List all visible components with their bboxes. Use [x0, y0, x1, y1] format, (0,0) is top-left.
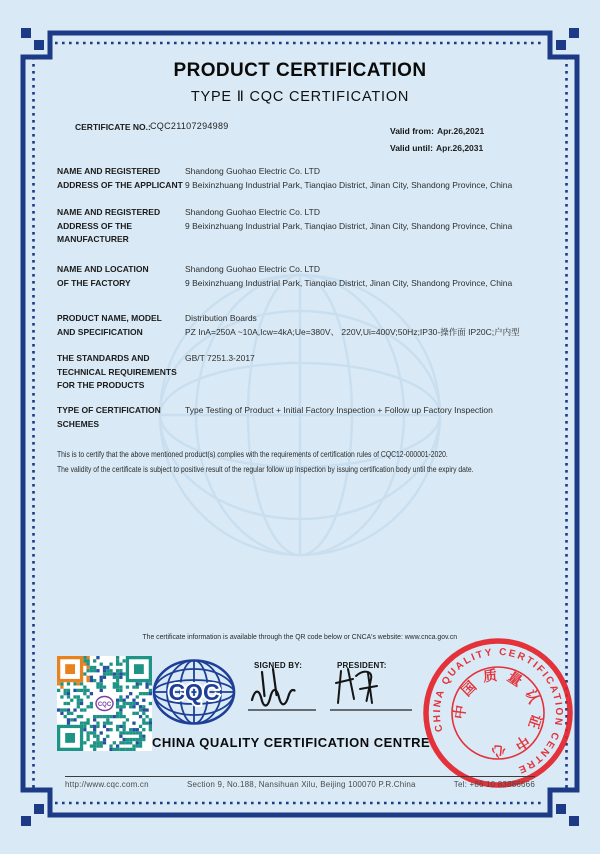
- applicant-value: [185, 165, 555, 193]
- value-line: 9 Beixinzhuang Industrial Park, Tianqiao District, Jinan City, Shandong Province, China: [185, 220, 513, 231]
- page-title: PRODUCT CERTIFICATION: [173, 60, 427, 81]
- qr-center-logo-text: CQC: [97, 702, 112, 708]
- footer-tel: Tel: +86 10 83886666: [453, 780, 535, 789]
- footer-website: http://www.cqc.com.cn: [65, 780, 149, 789]
- valid-until-label: Valid until:: [390, 143, 433, 153]
- president-label: PRESIDENT:: [337, 661, 387, 670]
- value-line: PZ InA=250A ~10A,Icw=4kA;Ue=380V、 220V,Ui=400V;50Hz;IP30-操作面 IP20C;户内型: [185, 326, 520, 337]
- label-line: MANUFACTURER: [57, 234, 129, 244]
- valid-until: [390, 138, 483, 156]
- label-line: NAME AND LOCATION: [57, 264, 149, 274]
- certificate-no-value: CQC21107294989: [150, 120, 229, 131]
- manufacturer-label: [57, 206, 183, 247]
- product-label: [57, 312, 183, 339]
- statement-line: The validity of the certificate is subject to positive result of the regular follow up inspection by issuing certification body until the expiry date.: [57, 465, 474, 474]
- label-line: ADDRESS OF THE: [57, 220, 133, 231]
- label-line: NAME AND REGISTERED: [57, 207, 161, 217]
- signatures: [240, 662, 430, 717]
- value-line: Distribution Boards: [185, 313, 257, 323]
- label-line: THE STANDARDS AND: [57, 353, 150, 363]
- valid-from: [390, 121, 484, 139]
- product-value: [185, 312, 555, 340]
- certificate-no-label: CERTIFICATE NO.:: [75, 122, 151, 132]
- factory-label: [57, 263, 183, 290]
- organisation-name: CHINA QUALITY CERTIFICATION CENTRE: [152, 735, 431, 750]
- value-line: Shandong Guohao Electric Co. LTD: [185, 264, 320, 274]
- qr-code: [57, 656, 152, 751]
- footer-divider: [65, 776, 535, 777]
- footer: [65, 780, 535, 789]
- label-line: TECHNICAL REQUIREMENTS: [57, 366, 177, 377]
- seal-text-cn: 中国质量认证中心: [450, 666, 546, 760]
- standards-value: [185, 352, 555, 366]
- valid-from-label: Valid from:: [390, 126, 434, 136]
- value-line: GB/T 7251.3-2017: [185, 353, 255, 363]
- label-line: AND SPECIFICATION: [57, 326, 143, 337]
- cqc-logo-text: CQC: [168, 679, 220, 705]
- valid-from-value: Apr.26,2021: [436, 126, 485, 136]
- president-signature: [336, 669, 377, 703]
- certification-statement: [57, 447, 577, 477]
- signed-by-signature: [252, 669, 295, 706]
- schemes-value: [185, 404, 555, 418]
- value-line: 9 Beixinzhuang Industrial Park, Tianqiao District, Jinan City, Shandong Province, China: [185, 277, 513, 288]
- label-line: FOR THE PRODUCTS: [57, 380, 145, 390]
- statement-line: This is to certify that the above mentioned product(s) complies with the requirements of certification rules of CQC12-000001-2020.: [57, 450, 448, 459]
- footer-address: Section 9, No.188, Nansihuan Xilu, Beijing 100070 P.R.China: [186, 780, 416, 789]
- official-seal: [412, 627, 584, 799]
- value-line: Shandong Guohao Electric Co. LTD: [185, 207, 320, 217]
- signed-by-label: SIGNED BY:: [254, 661, 303, 670]
- label-line: OF THE FACTORY: [57, 277, 131, 288]
- qr-note-text: The certificate information is available through the QR code below or CNCA's website: www.cnca.gov.cn: [142, 632, 458, 641]
- value-line: Shandong Guohao Electric Co. LTD: [185, 166, 320, 176]
- applicant-label: [57, 165, 183, 192]
- label-line: PRODUCT NAME, MODEL: [57, 313, 162, 323]
- label-line: NAME AND REGISTERED: [57, 166, 161, 176]
- value-line: Type Testing of Product + Initial Factory Inspection + Follow up Factory Inspection: [185, 405, 493, 415]
- label-line: SCHEMES: [57, 418, 100, 429]
- manufacturer-value: [185, 206, 555, 234]
- value-line: 9 Beixinzhuang Industrial Park, Tianqiao District, Jinan City, Shandong Province, China: [185, 179, 513, 190]
- valid-until-value: Apr.26,2031: [435, 143, 484, 153]
- factory-value: [185, 263, 555, 291]
- label-line: ADDRESS OF THE APPLICANT: [57, 179, 183, 190]
- qr-code-pattern: [57, 656, 152, 751]
- label-line: TYPE OF CERTIFICATION: [57, 405, 161, 415]
- standards-label: [57, 352, 183, 393]
- seal-text-en: CHINA QUALITY CERTIFICATION CENTRE: [431, 646, 565, 776]
- schemes-label: [57, 404, 183, 431]
- svg-text:CHINA QUALITY CERTIFICATION CE: [412, 627, 584, 799]
- page-subtitle: TYPE Ⅱ CQC CERTIFICATION: [190, 89, 410, 105]
- cqc-logo: [151, 657, 237, 727]
